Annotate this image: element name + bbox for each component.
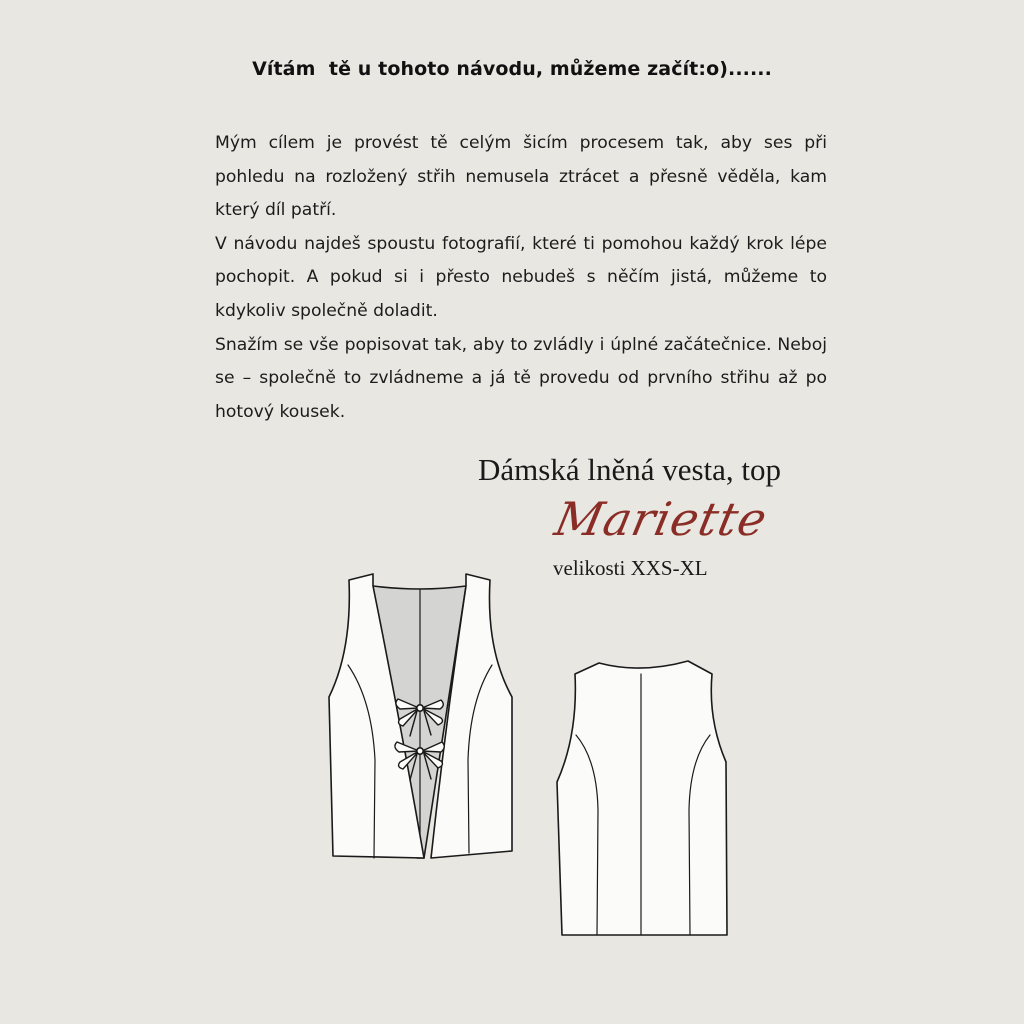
product-sizes: velikosti XXS-XL xyxy=(553,556,708,580)
vest-back-body xyxy=(557,661,727,935)
product-name-script: Mariette xyxy=(550,492,773,546)
intro-paragraph: Snažím se vše popisovat tak, aby to zvládly i úplné začátečnice. Neboj se – společně to zvládneme a já tě provedu od prvního střihu až po hotový kousek. xyxy=(215,334,827,422)
intro-paragraph: V návodu najdeš spoustu fotografií, které ti pomohou každý krok lépe pochopit. A pokud si i přesto nebudeš s něčím jistá, můžeme to kdykoliv společně doladit. xyxy=(215,233,827,321)
vest-back-illustration xyxy=(557,661,727,935)
intro-paragraph: Mým cílem je provést tě celým šicím procesem tak, aby ses při pohledu na rozložený střih nemusela ztrácet a přesně věděla, kam který díl patří. xyxy=(215,133,827,221)
vest-front-illustration xyxy=(329,574,512,858)
intro-heading: Vítám tě u tohoto návodu, můžeme začít:o)...... xyxy=(252,58,772,80)
product-title: Dámská lněná vesta, top xyxy=(478,452,782,487)
